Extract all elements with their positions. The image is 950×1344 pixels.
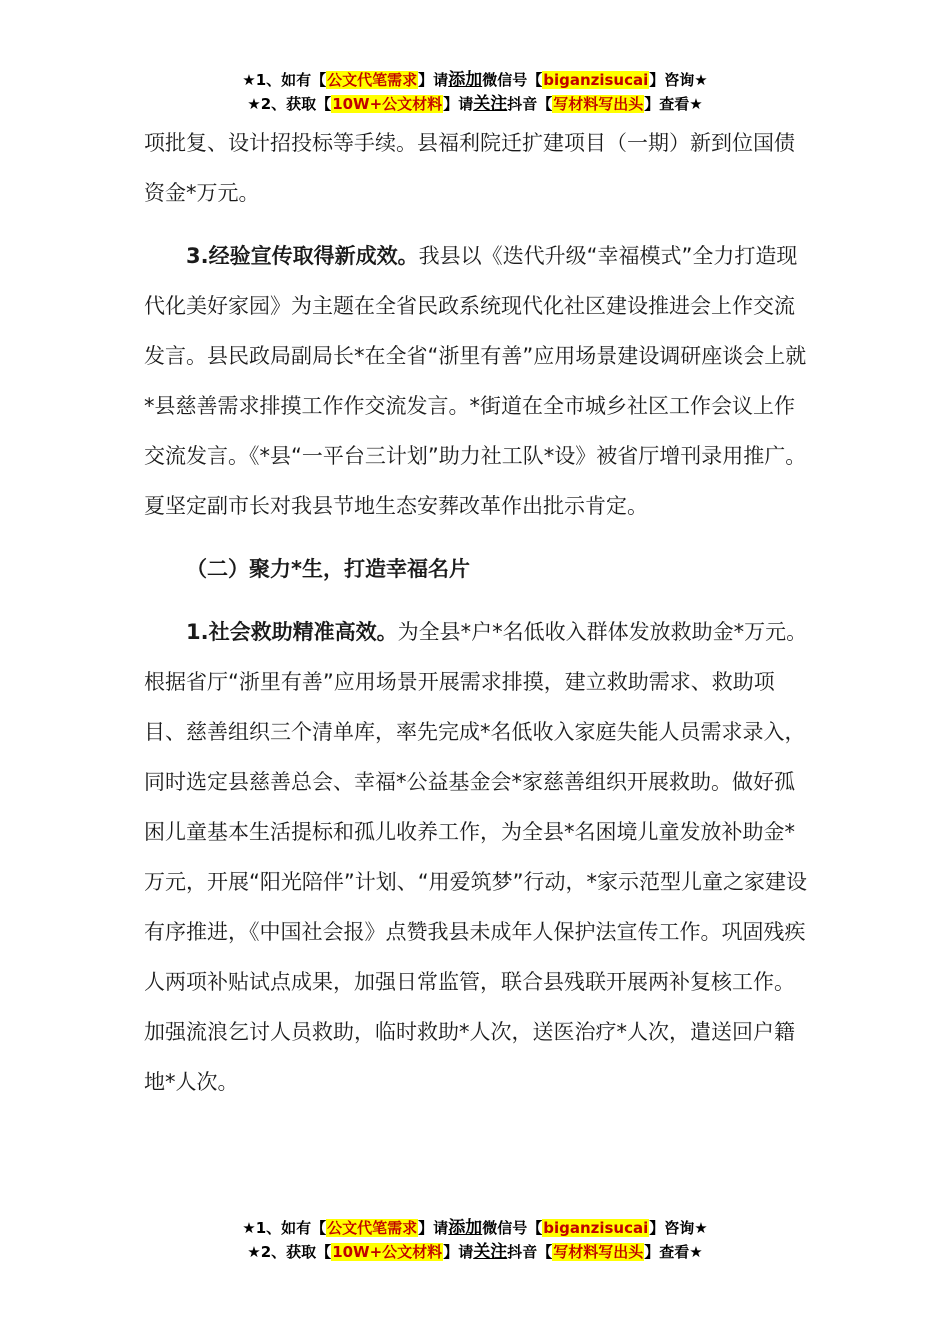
banner-line-1 [0, 1216, 950, 1240]
banner-text: 】查看★ [644, 1243, 703, 1261]
banner-text: ★2、获取【 [247, 1243, 332, 1261]
banner-douyin-id: 写材料写出头 [553, 95, 644, 113]
paragraph-continued: 项批复、设计招投标等手续。县福利院迁扩建项目（一期）新到位国债资金*万元。 [144, 131, 795, 205]
banner-underlined: 关注 [473, 1242, 508, 1262]
paragraph-text: 我县以《迭代升级“幸福模式”全力打造现代化美好家园》为主题在全省民政系统现代化社区建设推进会上作交流发言。县民政局副局长*在全省“浙里有善”应用场景建设调研座谈会上就*县慈善需求排摸工作作交流发言。*街道在全市城乡社区工作会议上作交流发言。《*县“一平台三计划”助力社工队*设》被省厅增刊录用推广。夏坚定副市长对我县节地生态安葬改革作出批示肯定。 [144, 244, 807, 518]
banner-highlight: 10W+公文材料 [332, 95, 443, 113]
banner-underlined: 关注 [473, 94, 508, 114]
document-body [144, 118, 814, 1120]
banner-text: 】请 [443, 95, 474, 113]
banner-douyin-id: 写材料写出头 [553, 1243, 644, 1261]
banner-text: 】请 [418, 1219, 449, 1237]
banner-text: 】请 [418, 71, 449, 89]
paragraph-experience-publicity [144, 231, 814, 531]
banner-highlight: 公文代笔需求 [327, 1219, 418, 1237]
banner-text: 抖音【 [507, 95, 553, 113]
banner-line-2 [0, 1240, 950, 1264]
footer-banner [0, 1216, 950, 1264]
paragraph-heading: 1.社会救助精准高效。 [186, 620, 398, 644]
banner-text: 】请 [443, 1243, 474, 1261]
banner-line-1 [0, 68, 950, 92]
banner-text: 微信号【 [482, 1219, 543, 1237]
banner-text: 】查看★ [644, 95, 703, 113]
paragraph-text: 为全县*户*名低收入群体发放救助金*万元。根据省厅“浙里有善”应用场景开展需求排摸，建立救助需求、救助项目、慈善组织三个清单库，率先完成*名低收入家庭失能人员需求录入，同时选定县慈善总会、幸福*公益基金会*家慈善组织开展救助。做好孤困儿童基本生活提标和孤儿收养工作，为全县*名困境儿童发放补助金*万元，开展“阳光陪伴”计划、“用爱筑梦”行动，*家示范型儿童之家建设有序推进，《中国社会报》点赞我县未成年人保护法宣传工作。巩固残疾人两项补贴试点成果，加强日常监管，联合县残联开展两补复核工作。加强流浪乞讨人员救助，临时救助*人次，送医治疗*人次，遣送回户籍地*人次。 [144, 620, 808, 1094]
section-heading: （二）聚力*生，打造幸福名片 [186, 557, 470, 581]
banner-wechat-id: biganzisucai [543, 71, 649, 89]
banner-highlight: 10W+公文材料 [332, 1243, 443, 1261]
banner-line-2 [0, 92, 950, 116]
banner-text: 】咨询★ [649, 71, 708, 89]
banner-text: 微信号【 [482, 71, 543, 89]
banner-highlight: 公文代笔需求 [327, 71, 418, 89]
banner-text: 】咨询★ [649, 1219, 708, 1237]
banner-text: ★1、如有【 [242, 71, 327, 89]
paragraph-social-assistance [144, 607, 814, 1107]
paragraph-heading: 3.经验宣传取得新成效。 [186, 244, 419, 268]
header-banner [0, 68, 950, 116]
banner-underlined: 添加 [448, 70, 483, 90]
banner-underlined: 添加 [448, 1218, 483, 1238]
banner-text: ★2、获取【 [247, 95, 332, 113]
banner-text: 抖音【 [507, 1243, 553, 1261]
banner-text: ★1、如有【 [242, 1219, 327, 1237]
banner-wechat-id: biganzisucai [543, 1219, 649, 1237]
